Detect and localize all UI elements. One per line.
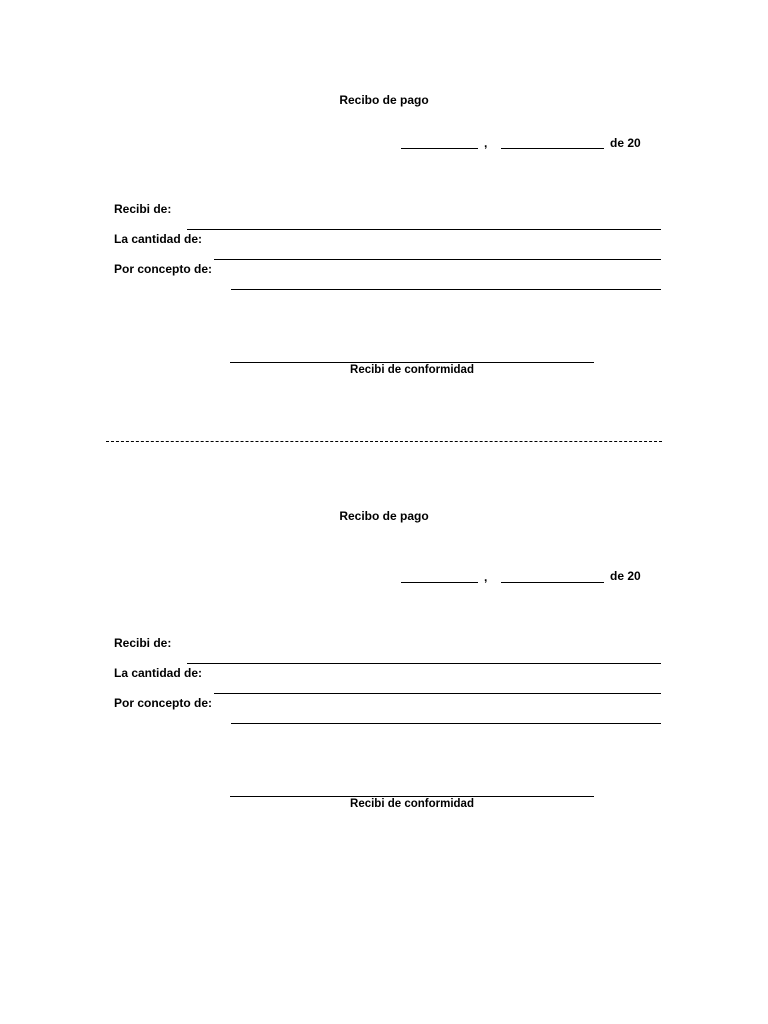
date-comma: , xyxy=(484,136,488,150)
received-from-label: Recibi de: xyxy=(114,202,172,216)
date-year-prefix: de 20 xyxy=(610,136,641,150)
receipt-title: Recibo de pago xyxy=(339,93,429,107)
date-year-prefix: de 20 xyxy=(610,569,641,583)
received-from-label: Recibi de: xyxy=(114,636,172,650)
amount-label: La cantidad de: xyxy=(114,666,203,680)
received-from-line xyxy=(187,663,661,664)
signature-line xyxy=(230,362,594,363)
date-comma: , xyxy=(484,570,488,584)
concept-label: Por concepto de: xyxy=(114,696,213,710)
receipt-top xyxy=(0,0,768,400)
signature-label: Recibi de conformidad xyxy=(350,364,474,376)
receipt-bottom xyxy=(0,434,768,834)
received-from-line xyxy=(187,229,661,230)
date-place-line xyxy=(401,148,478,149)
date-day-month-line xyxy=(501,582,604,583)
receipt-title: Recibo de pago xyxy=(339,509,429,523)
signature-label: Recibi de conformidad xyxy=(350,798,474,810)
date-place-line xyxy=(401,582,478,583)
concept-label: Por concepto de: xyxy=(114,262,213,276)
amount-line xyxy=(214,693,661,694)
concept-line xyxy=(231,723,661,724)
amount-line xyxy=(214,259,661,260)
concept-line xyxy=(231,289,661,290)
date-day-month-line xyxy=(501,148,604,149)
signature-line xyxy=(230,796,594,797)
amount-label: La cantidad de: xyxy=(114,232,203,246)
